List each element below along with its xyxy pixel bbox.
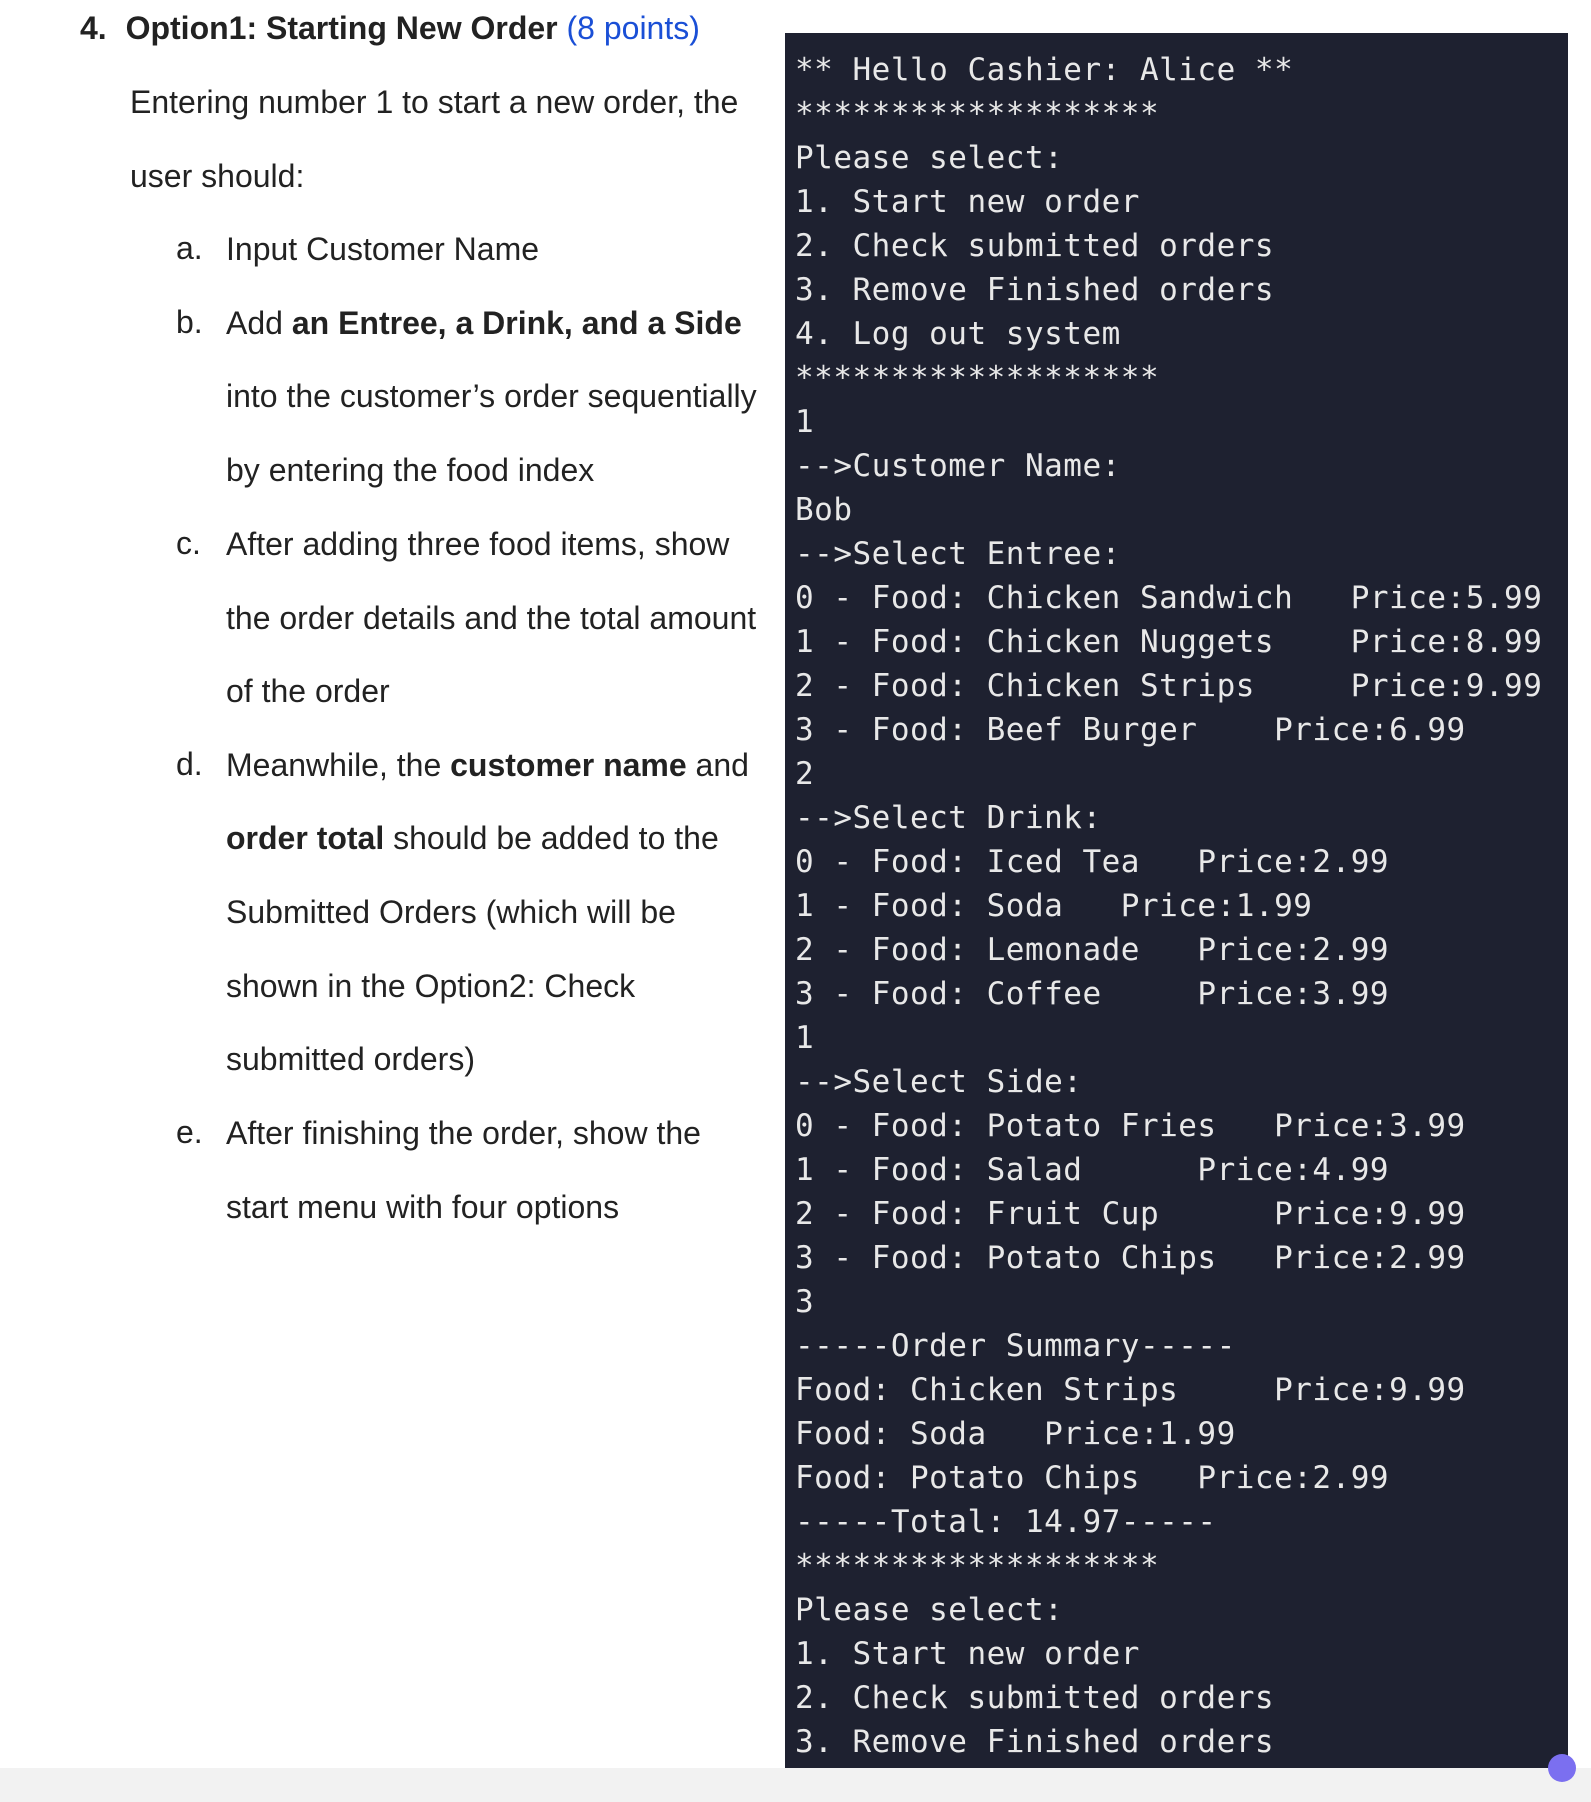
terminal-line: 1. Start new order xyxy=(795,184,1140,220)
terminal-line: 1 xyxy=(795,404,815,440)
terminal-line: Food: Soda Price:1.99 xyxy=(795,1416,1236,1452)
terminal-line: 3. Remove Finished orders xyxy=(795,1724,1275,1760)
terminal-line: -->Select Side: xyxy=(795,1064,1083,1100)
item-e-marker: e. xyxy=(176,1114,203,1150)
terminal-line: 2 - Food: Chicken Strips Price:9.99 xyxy=(795,668,1543,704)
item-b-line-2: into the customer’s order sequentially xyxy=(226,378,757,414)
terminal-line: Food: Chicken Strips Price:9.99 xyxy=(795,1372,1466,1408)
terminal-line: -->Select Drink: xyxy=(795,800,1102,836)
terminal-line: 3 - Food: Coffee Price:3.99 xyxy=(795,976,1390,1012)
item-b-marker: b. xyxy=(176,304,203,340)
terminal-line: -----Total: 14.97----- xyxy=(795,1504,1217,1540)
terminal-line: 2. Check submitted orders xyxy=(795,228,1275,264)
terminal-line: 2 xyxy=(795,756,815,792)
terminal-line: 1 - Food: Soda Price:1.99 xyxy=(795,888,1313,924)
section-heading xyxy=(80,10,700,47)
terminal-line: Food: Potato Chips Price:2.99 xyxy=(795,1460,1390,1496)
item-d-line-1 xyxy=(226,746,749,784)
terminal-output xyxy=(785,33,1568,1768)
item-d-line-2 xyxy=(226,819,719,857)
terminal-line: Please select: xyxy=(795,1592,1064,1628)
terminal-line: ** Hello Cashier: Alice ** xyxy=(795,52,1294,88)
item-c-line-1: After adding three food items, show xyxy=(226,526,730,562)
terminal-line: Please select: xyxy=(795,140,1064,176)
item-d-line-5: submitted orders) xyxy=(226,1041,475,1077)
terminal-line: 2 - Food: Fruit Cup Price:9.99 xyxy=(795,1196,1466,1232)
terminal-line: 0 - Food: Potato Fries Price:3.99 xyxy=(795,1108,1466,1144)
item-b-line-3: by entering the food index xyxy=(226,452,595,488)
item-c-line-3: of the order xyxy=(226,673,390,709)
item-d-marker: d. xyxy=(176,746,203,782)
item-d-suffix-2: should be added to the xyxy=(384,820,719,856)
terminal-line: 1. Start new order xyxy=(795,1636,1140,1672)
terminal-line: 0 - Food: Iced Tea Price:2.99 xyxy=(795,844,1390,880)
item-a-marker: a. xyxy=(176,230,203,266)
terminal-line: 3. Remove Finished orders xyxy=(795,272,1275,308)
terminal-line: 4. Log out system xyxy=(795,316,1121,352)
terminal-line: 1 - Food: Chicken Nuggets Price:8.99 xyxy=(795,624,1543,660)
item-b-line-1 xyxy=(226,304,742,342)
terminal-line: ******************* xyxy=(795,360,1160,396)
item-c-marker: c. xyxy=(176,525,201,561)
terminal-line: -->Select Entree: xyxy=(795,536,1121,572)
bottom-strip xyxy=(0,1768,1591,1802)
terminal-line: Bob xyxy=(795,492,853,528)
section-title: Option1: Starting New Order xyxy=(125,10,558,46)
terminal-line: 0 - Food: Chicken Sandwich Price:5.99 xyxy=(795,580,1543,616)
item-a-line-1: Input Customer Name xyxy=(226,231,540,267)
item-c-line-2: the order details and the total amount xyxy=(226,600,757,636)
item-d-line-4: shown in the Option2: Check xyxy=(226,968,636,1004)
item-b-prefix: Add xyxy=(226,305,292,341)
terminal-line: 3 - Food: Beef Burger Price:6.99 xyxy=(795,712,1466,748)
item-d-line-3: Submitted Orders (which will be xyxy=(226,894,676,930)
terminal-line: -----Order Summary----- xyxy=(795,1328,1236,1364)
item-b-bold: an Entree, a Drink, and a Side xyxy=(291,305,742,341)
terminal-line: 3 xyxy=(795,1284,815,1320)
terminal-line: -->Customer Name: xyxy=(795,448,1121,484)
item-d-bold-2: order total xyxy=(226,820,385,856)
item-d-suffix-1: and xyxy=(686,747,749,783)
corner-circle-icon xyxy=(1548,1754,1576,1782)
terminal-line: 2 - Food: Lemonade Price:2.99 xyxy=(795,932,1390,968)
item-e-line-2: start menu with four options xyxy=(226,1189,620,1225)
terminal-line: 1 - Food: Salad Price:4.99 xyxy=(795,1152,1390,1188)
terminal-line: ******************* xyxy=(795,1548,1160,1584)
terminal-line: ******************* xyxy=(795,96,1160,132)
terminal-line: 1 xyxy=(795,1020,815,1056)
item-d-bold-1: customer name xyxy=(450,747,687,783)
item-d-prefix: Meanwhile, the xyxy=(226,747,451,783)
intro-line-1: Entering number 1 to start a new order, the xyxy=(130,84,739,120)
item-e-line-1: After finishing the order, show the xyxy=(226,1115,701,1151)
points-label: (8 points) xyxy=(566,10,700,46)
terminal-line: 2. Check submitted orders xyxy=(795,1680,1275,1716)
section-number: 4. xyxy=(80,10,107,46)
terminal-line: 3 - Food: Potato Chips Price:2.99 xyxy=(795,1240,1466,1276)
intro-line-2: user should: xyxy=(130,158,305,194)
